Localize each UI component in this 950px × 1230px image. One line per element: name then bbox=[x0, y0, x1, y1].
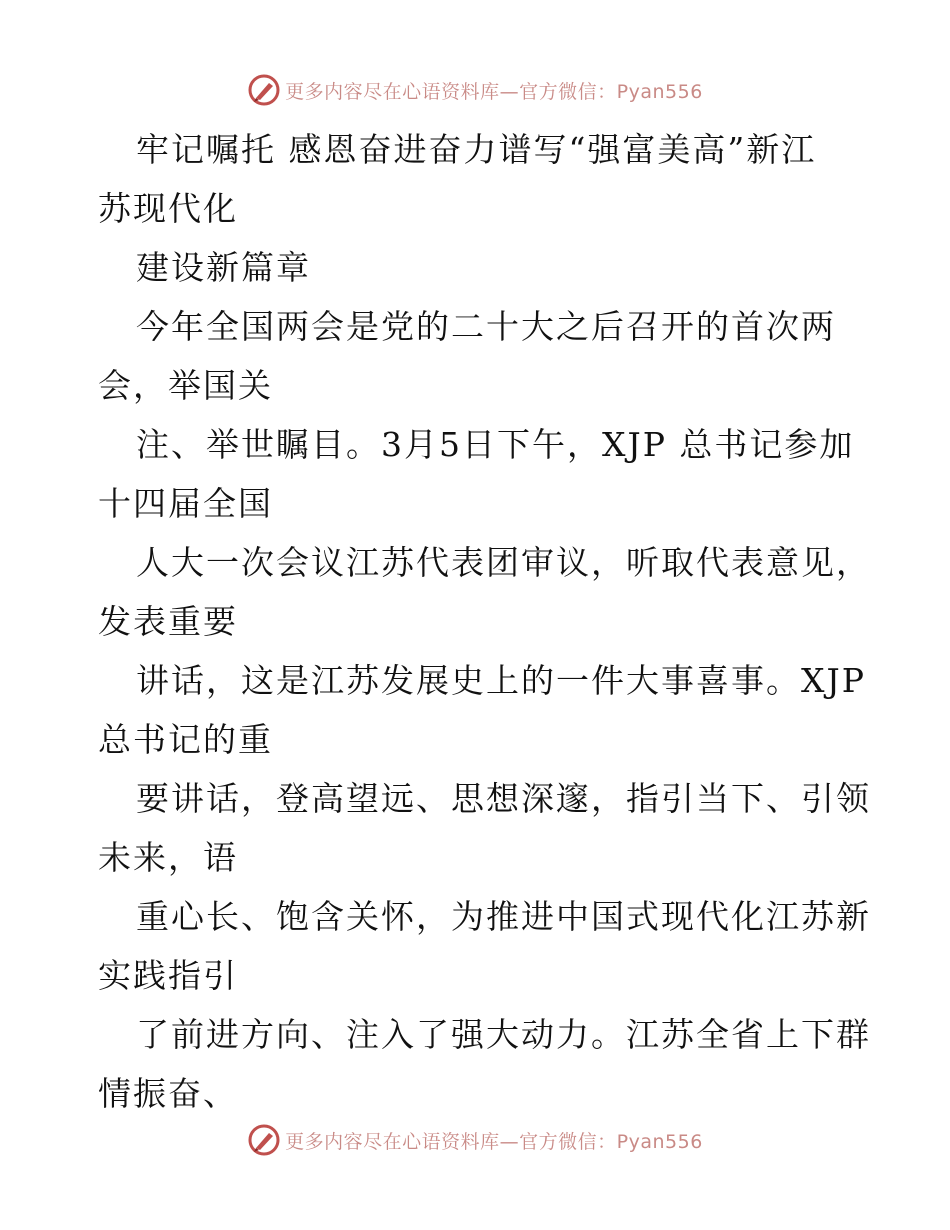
text-line: 人大一次会议江苏代表团审议，听取代表意见， bbox=[136, 543, 871, 582]
header-watermark bbox=[0, 70, 950, 110]
text-line: 讲话，这是江苏发展史上的一件大事喜事。XJP bbox=[136, 661, 866, 700]
pen-logo-icon bbox=[247, 1123, 281, 1157]
text-line: 建设新篇章 bbox=[136, 248, 311, 287]
text-line: 要讲话，登高望远、思想深邃，指引当下、引领 bbox=[136, 779, 871, 818]
watermark-text: 更多内容尽在心语资料库—官方微信：Pyan556 bbox=[285, 1130, 703, 1153]
text-line: 实践指引 bbox=[98, 956, 238, 995]
text-line: 未来，语 bbox=[98, 838, 238, 877]
text-line: 重心长、饱含关怀，为推进中国式现代化江苏新 bbox=[136, 897, 871, 936]
watermark-text: 更多内容尽在心语资料库—官方微信：Pyan556 bbox=[285, 80, 703, 103]
text-line: 会，举国关 bbox=[98, 366, 273, 405]
footer-watermark bbox=[0, 1120, 950, 1160]
pen-logo-icon bbox=[247, 73, 281, 107]
text-line: 了前进方向、注入了强大动力。江苏全省上下群 bbox=[136, 1015, 871, 1054]
text-line: 十四届全国 bbox=[98, 484, 273, 523]
text-line: 总书记的重 bbox=[98, 720, 273, 759]
text-line: 情振奋、 bbox=[98, 1074, 238, 1113]
text-line: 今年全国两会是党的二十大之后召开的首次两 bbox=[136, 307, 836, 346]
text-line: 注、举世瞩目。3月5日下午，XJP 总书记参加 bbox=[136, 425, 855, 464]
text-line: 牢记嘱托 感恩奋进奋力谱写“强富美高”新江 bbox=[136, 130, 817, 169]
document-body bbox=[98, 120, 871, 1123]
text-line: 苏现代化 bbox=[98, 189, 238, 228]
text-line: 发表重要 bbox=[98, 602, 238, 641]
